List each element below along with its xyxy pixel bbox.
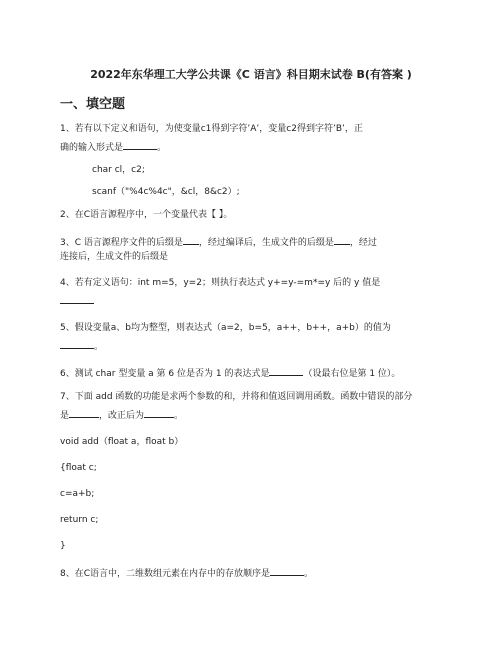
q1-line1 <box>60 123 363 135</box>
q5-line2 <box>60 339 103 353</box>
q7-code-line2: {float c; <box>60 463 97 473</box>
q1-text: 1、若有以下定义和语句，为使变量c1得到字符’A’，变量c2得到字符’B’，正 <box>60 124 363 134</box>
q6-line1 <box>60 366 400 380</box>
q7-code-line5: } <box>60 541 66 551</box>
q3-text-3: ，经过 <box>349 238 377 248</box>
q7-text: 是 <box>60 411 70 421</box>
answer-blank <box>334 235 350 245</box>
q8-line1 <box>60 566 313 580</box>
q8-text: 8、在C语言中，二维数组元素在内存中的存放顺序是 <box>60 569 271 579</box>
q1-line2 <box>60 140 166 154</box>
answer-blank <box>69 408 99 418</box>
page-title: 2022年东华理工大学公共课《C 语言》科目期末试卷 B(有答案 ) <box>90 68 412 81</box>
q1-code-line2: scanf（"%4c%4c"，&cl，8&c2）; <box>92 187 240 197</box>
q6-text-2: （设最右位是第 1 位）。 <box>303 369 401 379</box>
q1-text-2: 确的输入形式是 <box>60 143 124 153</box>
q7-code-line4: return c; <box>60 515 99 525</box>
q7-code-line3: c=a+b; <box>60 489 95 499</box>
q1-code-line1: char cl，c2; <box>92 165 145 175</box>
answer-blank <box>60 339 94 349</box>
q5-text-2: 。 <box>94 342 104 352</box>
answer-blank <box>183 235 199 245</box>
q3-line1 <box>60 235 377 249</box>
section-heading: 一、填空题 <box>60 97 126 112</box>
q8-text-2: 。 <box>304 569 314 579</box>
q7-line2 <box>60 408 183 422</box>
answer-blank <box>144 408 174 418</box>
q4-line1: 4、若有定义语句：int m=5，y=2；则执行表达式 y+=y-=m*=y 后的 y 值是 <box>60 278 381 288</box>
q7-text-3: 。 <box>174 411 184 421</box>
q1-text-3: 。 <box>157 143 167 153</box>
answer-blank <box>123 140 157 150</box>
answer-blank <box>269 366 303 376</box>
q7-text-2: ，改正后为 <box>99 411 145 421</box>
q3-line2: 连接后，生成文件的后缀是 <box>60 252 169 262</box>
q7-line1: 7、下面 add 函数的功能是求两个参数的和，并将和值返回调用函数。函数中错误的部分 <box>60 392 413 402</box>
answer-blank <box>270 566 304 576</box>
q4-line2 <box>60 294 94 308</box>
q5-line1: 5、假设变量a、b均为整型，则表达式（a=2，b=5，a++，b++，a+b）的值为 <box>60 323 391 333</box>
q6-text: 6、测试 char 型变量 a 第 6 位是否为 1 的表达式是 <box>60 369 270 379</box>
q3-text-2: ，经过编译后，生成文件的后缀是 <box>198 238 334 248</box>
answer-blank <box>60 294 94 304</box>
q2-line1: 2、在C语言源程序中，一个变量代表【 】。 <box>60 210 233 220</box>
q7-code-line1: void add（float a，float b） <box>60 437 184 447</box>
q3-text: 3、C 语言源程序文件的后缀是 <box>60 238 183 248</box>
